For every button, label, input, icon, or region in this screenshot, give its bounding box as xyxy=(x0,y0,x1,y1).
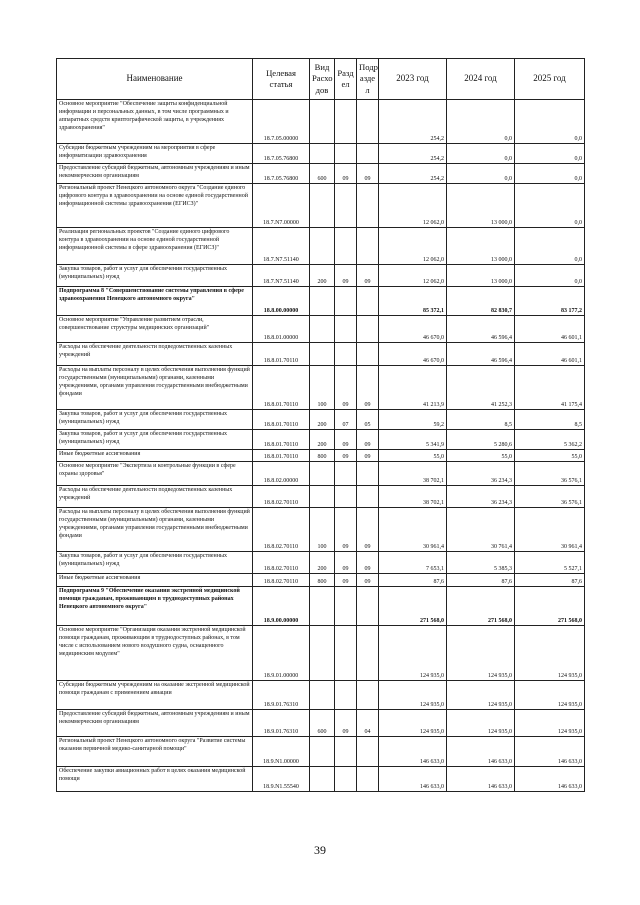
table-row xyxy=(57,343,585,366)
cell-2025: 5 362,2 xyxy=(515,430,585,450)
cell-name: Подпрограмма 9 "Обеспечение оказания экстренной медицинской помощи гражданам, проживающим в труднодоступных районах Ненецкого автономного округа" xyxy=(57,587,253,626)
cell-2023: 271 568,0 xyxy=(379,587,447,626)
cell-2024: 8,5 xyxy=(447,410,515,430)
table-body xyxy=(57,100,585,792)
cell-podrazdel xyxy=(357,486,379,508)
cell-name: Закупка товаров, работ и услуг для обеспечения государственных (муниципальных) нужд xyxy=(57,552,253,574)
cell-2025: 0,0 xyxy=(515,164,585,184)
cell-podrazdel: 09 xyxy=(357,450,379,462)
cell-vid xyxy=(310,767,335,792)
table-row xyxy=(57,737,585,767)
cell-target-code: 18.8.02.70110 xyxy=(253,574,310,587)
budget-table xyxy=(56,58,585,792)
cell-razdel xyxy=(335,737,357,767)
cell-2024: 0,0 xyxy=(447,144,515,164)
cell-2023: 124 935,0 xyxy=(379,681,447,710)
cell-target-code: 18.8.01.70110 xyxy=(253,410,310,430)
header-target: Целевая статья xyxy=(253,59,310,100)
cell-2024: 36 234,3 xyxy=(447,462,515,486)
cell-vid xyxy=(310,486,335,508)
cell-vid xyxy=(310,626,335,681)
table-row xyxy=(57,100,585,144)
cell-target-code: 18.8.00.00000 xyxy=(253,287,310,316)
cell-2023: 41 213,9 xyxy=(379,366,447,410)
cell-razdel: 09 xyxy=(335,164,357,184)
cell-2025: 146 633,0 xyxy=(515,767,585,792)
cell-2025: 36 576,1 xyxy=(515,462,585,486)
cell-razdel xyxy=(335,767,357,792)
cell-name: Расходы на обеспечение деятельности подведомственных казенных учреждений xyxy=(57,343,253,366)
cell-target-code: 18.8.01.70110 xyxy=(253,430,310,450)
cell-podrazdel: 05 xyxy=(357,410,379,430)
cell-razdel: 09 xyxy=(335,710,357,737)
cell-podrazdel xyxy=(357,144,379,164)
cell-2024: 5 385,3 xyxy=(447,552,515,574)
cell-2023: 124 935,0 xyxy=(379,626,447,681)
cell-2023: 38 702,1 xyxy=(379,486,447,508)
cell-vid: 800 xyxy=(310,574,335,587)
cell-2024: 41 252,3 xyxy=(447,366,515,410)
cell-2023: 7 653,1 xyxy=(379,552,447,574)
cell-2024: 146 633,0 xyxy=(447,767,515,792)
cell-razdel xyxy=(335,144,357,164)
cell-target-code: 18.7.05.00000 xyxy=(253,100,310,144)
cell-2025: 0,0 xyxy=(515,265,585,287)
cell-2023: 85 372,1 xyxy=(379,287,447,316)
cell-vid xyxy=(310,587,335,626)
cell-2025: 8,5 xyxy=(515,410,585,430)
cell-podrazdel: 09 xyxy=(357,265,379,287)
cell-razdel: 09 xyxy=(335,430,357,450)
table-row xyxy=(57,410,585,430)
cell-vid: 100 xyxy=(310,508,335,552)
cell-2025: 46 601,1 xyxy=(515,343,585,366)
table-row xyxy=(57,574,585,587)
cell-target-code: 18.7.N7.00000 xyxy=(253,184,310,228)
cell-name: Субсидии бюджетным учреждениям на мероприятия в сфере информатизации здравоохранения xyxy=(57,144,253,164)
cell-razdel: 09 xyxy=(335,366,357,410)
cell-target-code: 18.7.N7.51140 xyxy=(253,265,310,287)
cell-target-code: 18.8.01.70110 xyxy=(253,366,310,410)
table-row xyxy=(57,430,585,450)
cell-2024: 46 596,4 xyxy=(447,316,515,343)
cell-2023: 59,2 xyxy=(379,410,447,430)
cell-razdel: 09 xyxy=(335,265,357,287)
table-row xyxy=(57,710,585,737)
cell-name: Закупка товаров, работ и услуг для обеспечения государственных (муниципальных) нужд xyxy=(57,430,253,450)
cell-2025: 124 935,0 xyxy=(515,626,585,681)
cell-razdel xyxy=(335,184,357,228)
cell-2024: 124 935,0 xyxy=(447,626,515,681)
cell-podrazdel xyxy=(357,462,379,486)
cell-2024: 13 000,0 xyxy=(447,228,515,265)
cell-name: Предоставление субсидий бюджетным, автономным учреждениям и иным некоммерческим организациям xyxy=(57,164,253,184)
cell-2025: 124 935,0 xyxy=(515,681,585,710)
cell-2025: 146 633,0 xyxy=(515,737,585,767)
cell-vid xyxy=(310,100,335,144)
cell-vid: 200 xyxy=(310,552,335,574)
table-row xyxy=(57,681,585,710)
cell-2023: 46 670,0 xyxy=(379,343,447,366)
cell-target-code: 18.8.01.70110 xyxy=(253,450,310,462)
cell-vid: 200 xyxy=(310,410,335,430)
cell-target-code: 18.8.02.00000 xyxy=(253,462,310,486)
cell-2025: 83 177,2 xyxy=(515,287,585,316)
cell-2024: 13 000,0 xyxy=(447,265,515,287)
cell-razdel: 09 xyxy=(335,450,357,462)
cell-podrazdel xyxy=(357,287,379,316)
cell-vid xyxy=(310,737,335,767)
cell-podrazdel xyxy=(357,343,379,366)
cell-vid: 600 xyxy=(310,710,335,737)
cell-target-code: 18.9.N1.00000 xyxy=(253,737,310,767)
table-row xyxy=(57,316,585,343)
cell-name: Основное мероприятие "Экспертиза и контрольные функции в сфере охраны здоровья" xyxy=(57,462,253,486)
cell-2024: 146 633,0 xyxy=(447,737,515,767)
cell-2025: 124 935,0 xyxy=(515,710,585,737)
cell-vid: 100 xyxy=(310,366,335,410)
cell-2025: 41 175,4 xyxy=(515,366,585,410)
cell-2023: 46 670,0 xyxy=(379,316,447,343)
cell-podrazdel xyxy=(357,737,379,767)
table-header-row xyxy=(57,59,585,100)
cell-podrazdel xyxy=(357,316,379,343)
cell-razdel xyxy=(335,343,357,366)
header-vid: Вид Расхо дов xyxy=(310,59,335,100)
cell-razdel: 09 xyxy=(335,508,357,552)
cell-2024: 36 234,3 xyxy=(447,486,515,508)
cell-podrazdel: 09 xyxy=(357,574,379,587)
table-row xyxy=(57,462,585,486)
table-row xyxy=(57,366,585,410)
cell-2024: 5 280,6 xyxy=(447,430,515,450)
cell-vid xyxy=(310,287,335,316)
table-row xyxy=(57,552,585,574)
cell-razdel xyxy=(335,587,357,626)
table-row xyxy=(57,144,585,164)
cell-razdel xyxy=(335,100,357,144)
cell-razdel xyxy=(335,486,357,508)
header-2025: 2025 год xyxy=(515,59,585,100)
cell-2024: 82 830,7 xyxy=(447,287,515,316)
cell-target-code: 18.7.05.76800 xyxy=(253,144,310,164)
cell-vid: 800 xyxy=(310,450,335,462)
cell-2025: 46 601,1 xyxy=(515,316,585,343)
cell-2025: 87,6 xyxy=(515,574,585,587)
cell-target-code: 18.8.01.70110 xyxy=(253,343,310,366)
header-name: Наименование xyxy=(57,59,253,100)
cell-target-code: 18.8.02.70110 xyxy=(253,486,310,508)
cell-vid xyxy=(310,144,335,164)
cell-name: Иные бюджетные ассигнования xyxy=(57,574,253,587)
cell-razdel xyxy=(335,462,357,486)
table-row xyxy=(57,508,585,552)
cell-name: Основное мероприятие "Обеспечение защиты конфиденциальной информации и персональных данных, в том числе программных и аппаратных средств криптографической защиты, в учреждениях здравоохранения" xyxy=(57,100,253,144)
cell-2024: 124 935,0 xyxy=(447,681,515,710)
cell-target-code: 18.8.02.70110 xyxy=(253,552,310,574)
cell-razdel xyxy=(335,681,357,710)
cell-2025: 0,0 xyxy=(515,184,585,228)
header-2024: 2024 год xyxy=(447,59,515,100)
cell-name: Иные бюджетные ассигнования xyxy=(57,450,253,462)
cell-2025: 0,0 xyxy=(515,144,585,164)
cell-podrazdel: 09 xyxy=(357,164,379,184)
cell-razdel xyxy=(335,626,357,681)
cell-2024: 0,0 xyxy=(447,164,515,184)
cell-name: Региональный проект Ненецкого автономного округа "Создание единого цифрового контура в здравоохранении на основе единой государственной информационной системы здравоохранения (ЕГИСЗ)" xyxy=(57,184,253,228)
table-row xyxy=(57,486,585,508)
table-row xyxy=(57,450,585,462)
cell-vid xyxy=(310,228,335,265)
cell-podrazdel: 04 xyxy=(357,710,379,737)
cell-2023: 87,6 xyxy=(379,574,447,587)
table-row xyxy=(57,587,585,626)
cell-2023: 146 633,0 xyxy=(379,767,447,792)
cell-name: Основное мероприятие "Управление развитием отрасли, совершенствование структуры медицинских организаций" xyxy=(57,316,253,343)
cell-podrazdel xyxy=(357,681,379,710)
cell-name: Предоставление субсидий бюджетным, автономным учреждениям и иным некоммерческим организациям xyxy=(57,710,253,737)
cell-name: Подпрограмма 8 "Совершенствование системы управления в сфере здравоохранения Ненецкого автономного округа" xyxy=(57,287,253,316)
cell-2023: 124 935,0 xyxy=(379,710,447,737)
cell-2024: 87,6 xyxy=(447,574,515,587)
cell-razdel: 07 xyxy=(335,410,357,430)
cell-name: Субсидии бюджетным учреждениям на оказание экстренной медицинской помощи гражданам с применением авиации xyxy=(57,681,253,710)
cell-podrazdel xyxy=(357,184,379,228)
cell-target-code: 18.9.01.00000 xyxy=(253,626,310,681)
cell-vid xyxy=(310,184,335,228)
cell-2023: 254,2 xyxy=(379,144,447,164)
table-row xyxy=(57,184,585,228)
cell-podrazdel: 09 xyxy=(357,508,379,552)
cell-target-code: 18.9.01.76310 xyxy=(253,681,310,710)
cell-name: Основное мероприятие "Организация оказания экстренной медицинской помощи гражданам, проживающим в труднодоступных районах, в том числе с использованием нового воздушного судна, оснащенного медицинским модулем" xyxy=(57,626,253,681)
cell-name: Обеспечение закупки авиационных работ в целях оказания медицинской помощи xyxy=(57,767,253,792)
cell-podrazdel xyxy=(357,100,379,144)
cell-2023: 5 341,9 xyxy=(379,430,447,450)
cell-2024: 0,0 xyxy=(447,100,515,144)
table-row xyxy=(57,767,585,792)
table-row xyxy=(57,626,585,681)
cell-2023: 30 961,4 xyxy=(379,508,447,552)
table-row xyxy=(57,287,585,316)
table-row xyxy=(57,228,585,265)
cell-2025: 0,0 xyxy=(515,228,585,265)
cell-2023: 146 633,0 xyxy=(379,737,447,767)
cell-razdel xyxy=(335,287,357,316)
cell-podrazdel: 09 xyxy=(357,430,379,450)
cell-podrazdel: 09 xyxy=(357,366,379,410)
cell-vid: 200 xyxy=(310,265,335,287)
cell-2023: 254,2 xyxy=(379,100,447,144)
header-razdel: Разд ел xyxy=(335,59,357,100)
cell-podrazdel: 09 xyxy=(357,552,379,574)
cell-name: Расходы на выплаты персоналу в целях обеспечения выполнения функций государственными (муниципальными) органами, казенными учреждениями, органами управления государственными внебюджетными фондами xyxy=(57,508,253,552)
page-number: 39 xyxy=(314,843,326,857)
cell-2025: 271 568,0 xyxy=(515,587,585,626)
cell-2023: 12 062,0 xyxy=(379,265,447,287)
cell-name: Расходы на выплаты персоналу в целях обеспечения выполнения функций государственными (муниципальными) органами, казенными учреждениями, органами управления государственными внебюджетными фондами xyxy=(57,366,253,410)
cell-target-code: 18.9.00.00000 xyxy=(253,587,310,626)
cell-razdel: 09 xyxy=(335,574,357,587)
cell-vid xyxy=(310,343,335,366)
cell-vid: 600 xyxy=(310,164,335,184)
header-podrazdel: Подр азде л xyxy=(357,59,379,100)
cell-podrazdel xyxy=(357,228,379,265)
cell-2025: 30 961,4 xyxy=(515,508,585,552)
cell-podrazdel xyxy=(357,626,379,681)
cell-2023: 254,2 xyxy=(379,164,447,184)
cell-2024: 55,0 xyxy=(447,450,515,462)
cell-2023: 55,0 xyxy=(379,450,447,462)
cell-target-code: 18.7.05.76800 xyxy=(253,164,310,184)
cell-2025: 55,0 xyxy=(515,450,585,462)
cell-target-code: 18.8.02.70110 xyxy=(253,508,310,552)
cell-target-code: 18.9.N1.55540 xyxy=(253,767,310,792)
cell-vid xyxy=(310,681,335,710)
cell-vid: 200 xyxy=(310,430,335,450)
cell-target-code: 18.8.01.00000 xyxy=(253,316,310,343)
cell-2023: 12 062,0 xyxy=(379,184,447,228)
cell-2023: 38 702,1 xyxy=(379,462,447,486)
header-2023: 2023 год xyxy=(379,59,447,100)
cell-2024: 271 568,0 xyxy=(447,587,515,626)
table-row xyxy=(57,265,585,287)
cell-name: Закупка товаров, работ и услуг для обеспечения государственных (муниципальных) нужд xyxy=(57,265,253,287)
cell-name: Региональный проект Ненецкого автономного округа "Развитие системы оказания первичной медико-санитарной помощи" xyxy=(57,737,253,767)
cell-target-code: 18.7.N7.51140 xyxy=(253,228,310,265)
cell-razdel xyxy=(335,316,357,343)
cell-2024: 124 935,0 xyxy=(447,710,515,737)
cell-2023: 12 062,0 xyxy=(379,228,447,265)
cell-razdel xyxy=(335,228,357,265)
cell-2025: 36 576,1 xyxy=(515,486,585,508)
cell-target-code: 18.9.01.76310 xyxy=(253,710,310,737)
cell-podrazdel xyxy=(357,767,379,792)
cell-name: Реализация региональных проектов "Создание единого цифрового контура в здравоохранении на основе единой государственной информационной системы в сфере здравоохранения (ЕГИСЗ)" xyxy=(57,228,253,265)
cell-2024: 30 761,4 xyxy=(447,508,515,552)
cell-podrazdel xyxy=(357,587,379,626)
cell-razdel: 09 xyxy=(335,552,357,574)
cell-vid xyxy=(310,316,335,343)
cell-2025: 0,0 xyxy=(515,100,585,144)
cell-2024: 13 000,0 xyxy=(447,184,515,228)
cell-vid xyxy=(310,462,335,486)
cell-2025: 5 527,1 xyxy=(515,552,585,574)
table-row xyxy=(57,164,585,184)
cell-2024: 46 596,4 xyxy=(447,343,515,366)
cell-name: Закупка товаров, работ и услуг для обеспечения государственных (муниципальных) нужд xyxy=(57,410,253,430)
cell-name: Расходы на обеспечение деятельности подведомственных казенных учреждений xyxy=(57,486,253,508)
